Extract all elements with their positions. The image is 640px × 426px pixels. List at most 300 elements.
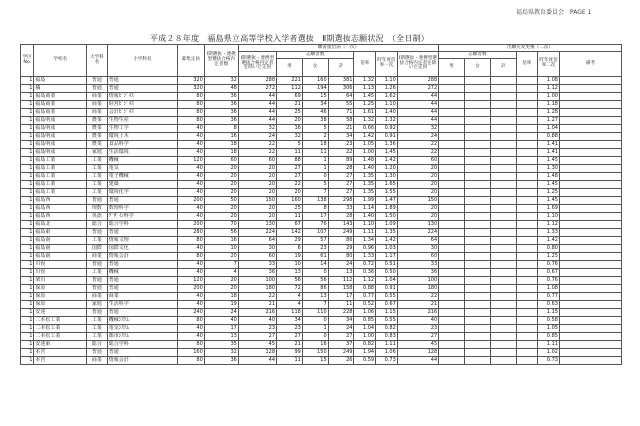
- cell-total: 23: [328, 141, 354, 149]
- cell-major: 普通: [87, 349, 108, 357]
- cell-remaining-capacity: 180: [238, 285, 276, 293]
- cell-total-second: [490, 285, 516, 293]
- cell-prev-ratio-second: 1.25: [538, 189, 560, 197]
- cell-female: 1: [302, 157, 328, 165]
- cell-male-second: [439, 309, 465, 317]
- cell-district-no: 1: [21, 197, 34, 205]
- table-body: [21, 77, 622, 365]
- cell-total: 249: [328, 229, 354, 237]
- cell-total: 381: [328, 77, 354, 85]
- cell-ratio: 1.40: [354, 165, 376, 173]
- cell-remarks: [559, 277, 621, 285]
- header-applicants: 志願者数: [277, 52, 354, 59]
- cell-phase1-admitted: 7: [204, 261, 238, 269]
- cell-ratio-second: [516, 221, 538, 229]
- cell-remarks: [559, 181, 621, 189]
- table-row: [21, 317, 622, 325]
- cell-minor: 機械: [107, 269, 177, 277]
- cell-prev-ratio-second: 0.80: [538, 245, 560, 253]
- cell-prev-ratio-second: 0.76: [538, 277, 560, 285]
- cell-remaining-capacity-second: 44: [397, 357, 438, 365]
- cell-remaining-capacity-second: 44: [397, 109, 438, 117]
- cell-phase1-admitted: 32: [204, 77, 238, 85]
- cell-prev-ratio: 0.82: [376, 325, 398, 333]
- cell-male: 29: [277, 237, 303, 245]
- cell-ratio: 0.59: [354, 357, 376, 365]
- cell-ratio-second: [516, 325, 538, 333]
- cell-minor: 数理科学: [107, 205, 177, 213]
- cell-minor: 食品科学: [107, 141, 177, 149]
- cell-remaining-capacity-second: 44: [397, 101, 438, 109]
- table-row: [21, 261, 622, 269]
- cell-phase1-admitted: 60: [204, 157, 238, 165]
- cell-male-second: [439, 341, 465, 349]
- cell-female-second: [464, 109, 490, 117]
- cell-district-no: 1: [21, 293, 34, 301]
- cell-remarks: [559, 253, 621, 261]
- cell-female: 5: [302, 181, 328, 189]
- cell-remaining-capacity-second: 30: [397, 245, 438, 253]
- cell-female: 107: [302, 229, 328, 237]
- cell-ratio: 0.77: [354, 293, 376, 301]
- cell-phase1-admitted: 20: [204, 205, 238, 213]
- cell-school: 福島西: [34, 213, 87, 221]
- header-ratio: 倍率: [354, 52, 376, 77]
- cell-male-second: [439, 189, 465, 197]
- cell-male-second: [439, 229, 465, 237]
- cell-remaining-capacity: 40: [238, 317, 276, 325]
- cell-total: 306: [328, 85, 354, 93]
- table-row: [21, 333, 622, 341]
- cell-male: 20: [277, 117, 303, 125]
- cell-remaining-capacity-second: 36: [397, 269, 438, 277]
- cell-total: 33: [328, 205, 354, 213]
- cell-district-no: 1: [21, 109, 34, 117]
- cell-minor: 普通: [107, 261, 177, 269]
- cell-remaining-capacity: 64: [238, 237, 276, 245]
- cell-male: 13: [277, 269, 303, 277]
- cell-district-no: 1: [21, 277, 34, 285]
- cell-capacity: 320: [177, 77, 204, 85]
- cell-remarks: [559, 341, 621, 349]
- cell-male: 11: [277, 357, 303, 365]
- cell-ratio: 1.45: [354, 93, 376, 101]
- cell-female: 0: [302, 269, 328, 277]
- cell-minor: 総合学科: [107, 221, 177, 229]
- cell-ratio: 0.88: [354, 285, 376, 293]
- cell-male-second: [439, 213, 465, 221]
- cell-remaining-capacity-second: 40: [397, 317, 438, 325]
- cell-female: 1: [302, 165, 328, 173]
- table-row: [21, 109, 622, 117]
- cell-total: 112: [328, 277, 354, 285]
- cell-female-second: [464, 189, 490, 197]
- cell-prev-ratio-second: 1.69: [538, 205, 560, 213]
- cell-ratio-second: [516, 341, 538, 349]
- cell-ratio-second: [516, 197, 538, 205]
- cell-prev-ratio-second: 1.45: [538, 157, 560, 165]
- cell-major: 普通: [87, 277, 108, 285]
- table-row: [21, 237, 622, 245]
- cell-prev-ratio: 0.55: [376, 293, 398, 301]
- cell-female: 17: [302, 213, 328, 221]
- cell-capacity: 200: [177, 197, 204, 205]
- cell-remaining-capacity: 30: [238, 245, 276, 253]
- cell-district-no: 1: [21, 357, 34, 365]
- cell-major: 普通: [87, 285, 108, 293]
- cell-phase1-admitted: 40: [204, 317, 238, 325]
- header-remaining-capacity-second: Ⅰ期選抜・連携型選抜合格内定者を除いた定員: [397, 52, 438, 77]
- cell-minor: 電子機械: [107, 173, 177, 181]
- cell-female-second: [464, 341, 490, 349]
- header-group-first: 願書提出前（一次）: [238, 45, 438, 52]
- cell-total-second: [490, 293, 516, 301]
- cell-ratio-second: [516, 101, 538, 109]
- cell-remarks: [559, 109, 621, 117]
- cell-ratio: 1.34: [354, 237, 376, 245]
- cell-prev-ratio-second: 0.77: [538, 293, 560, 301]
- cell-major: 商業: [87, 93, 108, 101]
- cell-minor: ﾃﾞｻﾞｲﾝ科学: [107, 213, 177, 221]
- cell-total-second: [490, 77, 516, 85]
- cell-capacity: 280: [177, 229, 204, 237]
- cell-phase1-admitted: 70: [204, 221, 238, 229]
- header-female-second: 女: [464, 59, 490, 77]
- cell-school: 福島南: [34, 253, 87, 261]
- cell-ratio-second: [516, 165, 538, 173]
- cell-male: 221: [277, 77, 303, 85]
- cell-male-second: [439, 197, 465, 205]
- cell-school: 福島北: [34, 221, 87, 229]
- cell-remaining-capacity-second: 130: [397, 221, 438, 229]
- cell-remarks: [559, 77, 621, 85]
- cell-ratio: 1.32: [354, 117, 376, 125]
- cell-male-second: [439, 133, 465, 141]
- cell-minor: 普通: [107, 85, 177, 93]
- cell-total-second: [490, 229, 516, 237]
- cell-ratio-second: [516, 133, 538, 141]
- cell-remarks: [559, 165, 621, 173]
- cell-minor: 普通: [107, 277, 177, 285]
- cell-minor: 情報会計: [107, 253, 177, 261]
- cell-ratio-second: [516, 117, 538, 125]
- table-row: [21, 149, 622, 157]
- cell-minor: 情報ﾋﾞｼﾞﾈｽ: [107, 93, 177, 101]
- cell-major: 工業: [87, 157, 108, 165]
- cell-male: 4: [277, 293, 303, 301]
- cell-female-second: [464, 149, 490, 157]
- cell-remarks: [559, 101, 621, 109]
- cell-district-no: 1: [21, 157, 34, 165]
- cell-major: 商業: [87, 357, 108, 365]
- cell-total-second: [490, 109, 516, 117]
- cell-district-no: 1: [21, 205, 34, 213]
- cell-remarks: [559, 157, 621, 165]
- cell-phase1-admitted: 13: [204, 333, 238, 341]
- table-row: [21, 77, 622, 85]
- cell-capacity: 40: [177, 141, 204, 149]
- cell-district-no: 1: [21, 125, 34, 133]
- cell-major: 商業: [87, 109, 108, 117]
- cell-ratio-second: [516, 261, 538, 269]
- cell-remarks: [559, 141, 621, 149]
- header-male-second: 男: [439, 59, 465, 77]
- table-row: [21, 221, 622, 229]
- cell-prev-ratio: 1.03: [376, 245, 398, 253]
- cell-phase1-admitted: 20: [204, 285, 238, 293]
- cell-ratio-second: [516, 237, 538, 245]
- cell-major: 理数: [87, 205, 108, 213]
- cell-prev-ratio: 0.83: [376, 333, 398, 341]
- cell-remaining-capacity: 20: [238, 181, 276, 189]
- cell-total-second: [490, 181, 516, 189]
- cell-prev-ratio: 1.45: [376, 149, 398, 157]
- cell-remaining-capacity-second: 27: [397, 333, 438, 341]
- cell-ratio-second: [516, 245, 538, 253]
- cell-remaining-capacity-second: 22: [397, 141, 438, 149]
- cell-minor: 機械: [107, 157, 177, 165]
- cell-minor: 電気ｼｽﾃﾑ: [107, 325, 177, 333]
- cell-prev-ratio: 1.42: [376, 157, 398, 165]
- cell-phase1-admitted: 48: [204, 85, 238, 93]
- cell-male-second: [439, 285, 465, 293]
- cell-capacity: 40: [177, 189, 204, 197]
- cell-ratio: 0.36: [354, 269, 376, 277]
- cell-male-second: [439, 141, 465, 149]
- cell-remarks: [559, 173, 621, 181]
- cell-ratio-second: [516, 285, 538, 293]
- cell-district-no: 1: [21, 309, 34, 317]
- cell-female-second: [464, 309, 490, 317]
- cell-male-second: [439, 253, 465, 261]
- cell-total-second: [490, 117, 516, 125]
- cell-ratio-second: [516, 349, 538, 357]
- cell-remaining-capacity-second: 128: [397, 349, 438, 357]
- cell-prev-ratio-second: 0.73: [538, 357, 560, 365]
- cell-remaining-capacity: 224: [238, 229, 276, 237]
- table-row: [21, 197, 622, 205]
- cell-remarks: [559, 317, 621, 325]
- cell-total: 55: [328, 101, 354, 109]
- cell-male-second: [439, 93, 465, 101]
- table-row: [21, 165, 622, 173]
- cell-major: 農業: [87, 125, 108, 133]
- cell-district-no: 1: [21, 85, 34, 93]
- cell-female: 16: [302, 341, 328, 349]
- cell-remaining-capacity: 150: [238, 197, 276, 205]
- cell-remaining-capacity-second: 288: [397, 77, 438, 85]
- header-major-department: 大学科名: [87, 45, 108, 77]
- cell-major: 工業: [87, 333, 108, 341]
- cell-remaining-capacity: 272: [238, 85, 276, 93]
- cell-male: 34: [277, 317, 303, 325]
- cell-total-second: [490, 197, 516, 205]
- cell-total: 29: [328, 245, 354, 253]
- cell-ratio: 1.00: [354, 333, 376, 341]
- cell-remaining-capacity-second: 180: [397, 285, 438, 293]
- cell-prev-ratio-second: 1.42: [538, 237, 560, 245]
- cell-ratio: 1.00: [354, 149, 376, 157]
- cell-male: 56: [277, 277, 303, 285]
- cell-phase1-admitted: 36: [204, 93, 238, 101]
- cell-female-second: [464, 117, 490, 125]
- cell-school: 福島西: [34, 197, 87, 205]
- cell-male: 118: [277, 309, 303, 317]
- cell-remaining-capacity: 20: [238, 213, 276, 221]
- cell-total-second: [490, 189, 516, 197]
- cell-total: 21: [328, 125, 354, 133]
- cell-district-no: 1: [21, 333, 34, 341]
- cell-prev-ratio-second: 1.08: [538, 285, 560, 293]
- cell-district-no: 1: [21, 317, 34, 325]
- cell-prev-ratio: 1.10: [376, 77, 398, 85]
- cell-school: 二本松工業: [34, 317, 87, 325]
- cell-total-second: [490, 93, 516, 101]
- cell-school: 福島商業: [34, 93, 87, 101]
- cell-district-no: 1: [21, 181, 34, 189]
- cell-phase1-admitted: 50: [204, 197, 238, 205]
- cell-female: 11: [302, 149, 328, 157]
- cell-remaining-capacity-second: 64: [397, 237, 438, 245]
- cell-remaining-capacity-second: 20: [397, 181, 438, 189]
- cell-ratio-second: [516, 125, 538, 133]
- cell-female-second: [464, 261, 490, 269]
- cell-total-second: [490, 149, 516, 157]
- cell-male-second: [439, 325, 465, 333]
- cell-ratio: 1.42: [354, 133, 376, 141]
- cell-ratio: 1.10: [354, 221, 376, 229]
- table-row: [21, 101, 622, 109]
- cell-capacity: 40: [177, 269, 204, 277]
- cell-capacity: 40: [177, 325, 204, 333]
- header-district-no: 学区No.: [21, 45, 34, 77]
- cell-capacity: 80: [177, 341, 204, 349]
- cell-school: 福島商業: [34, 109, 87, 117]
- cell-remaining-capacity: 60: [238, 157, 276, 165]
- cell-major: 普通: [87, 309, 108, 317]
- cell-prev-ratio-second: 1.12: [538, 85, 560, 93]
- cell-male-second: [439, 77, 465, 85]
- cell-ratio-second: [516, 213, 538, 221]
- cell-capacity: 160: [177, 349, 204, 357]
- cell-female: 76: [302, 221, 328, 229]
- cell-district-no: 1: [21, 189, 34, 197]
- cell-prev-ratio-second: 1.18: [538, 101, 560, 109]
- cell-prev-ratio-second: 1.12: [538, 221, 560, 229]
- cell-remaining-capacity-second: 100: [397, 277, 438, 285]
- cell-male-second: [439, 125, 465, 133]
- cell-prev-ratio-second: 1.27: [538, 117, 560, 125]
- cell-female-second: [464, 165, 490, 173]
- cell-female: 7: [302, 301, 328, 309]
- cell-male: 16: [277, 125, 303, 133]
- cell-total-second: [490, 141, 516, 149]
- cell-female-second: [464, 333, 490, 341]
- cell-phase1-admitted: 20: [204, 181, 238, 189]
- cell-female: 0: [302, 173, 328, 181]
- cell-remaining-capacity-second: 60: [397, 253, 438, 261]
- cell-remaining-capacity: 128: [238, 349, 276, 357]
- cell-female-second: [464, 253, 490, 261]
- cell-minor: 総合学科: [107, 341, 177, 349]
- cell-minor: 生活科学: [107, 301, 177, 309]
- cell-phase1-admitted: 35: [204, 341, 238, 349]
- cell-total: 86: [328, 237, 354, 245]
- cell-male-second: [439, 165, 465, 173]
- cell-total-second: [490, 101, 516, 109]
- cell-female: 0: [302, 333, 328, 341]
- cell-ratio: 1.05: [354, 141, 376, 149]
- cell-remarks: [559, 133, 621, 141]
- cell-total-second: [490, 205, 516, 213]
- cell-prev-ratio: 1.50: [376, 213, 398, 221]
- cell-major: 工業: [87, 181, 108, 189]
- cell-school: 福島明成: [34, 149, 87, 157]
- cell-total: 80: [328, 253, 354, 261]
- cell-male: 6: [277, 245, 303, 253]
- cell-ratio-second: [516, 173, 538, 181]
- cell-ratio: 1.33: [354, 253, 376, 261]
- cell-district-no: 1: [21, 301, 34, 309]
- cell-ratio-second: [516, 309, 538, 317]
- cell-ratio: 1.40: [354, 213, 376, 221]
- cell-prev-ratio: 1.89: [376, 205, 398, 213]
- cell-school: 福島工業: [34, 173, 87, 181]
- cell-remaining-capacity-second: 272: [397, 85, 438, 93]
- cell-phase1-admitted: 36: [204, 109, 238, 117]
- cell-male: 32: [277, 133, 303, 141]
- cell-remaining-capacity-second: 150: [397, 197, 438, 205]
- cell-total: 24: [328, 261, 354, 269]
- header-ratio-second: 倍率: [516, 52, 538, 77]
- cell-school: 橘: [34, 85, 87, 93]
- cell-major: 工業: [87, 325, 108, 333]
- cell-major: 商業: [87, 293, 108, 301]
- cell-total: 28: [328, 213, 354, 221]
- cell-male-second: [439, 261, 465, 269]
- cell-district-no: 1: [21, 349, 34, 357]
- cell-male: 20: [277, 189, 303, 197]
- cell-prev-ratio-second: 1.04: [538, 125, 560, 133]
- cell-ratio: 1.35: [354, 189, 376, 197]
- cell-total-second: [490, 133, 516, 141]
- cell-total-second: [490, 253, 516, 261]
- cell-remaining-capacity: 44: [238, 109, 276, 117]
- cell-prev-ratio-second: 1.08: [538, 77, 560, 85]
- table-row: [21, 173, 622, 181]
- cell-male-second: [439, 269, 465, 277]
- cell-school: 福島商業: [34, 101, 87, 109]
- cell-major: 工業: [87, 173, 108, 181]
- cell-major: 工業: [87, 165, 108, 173]
- cell-prev-ratio: 1.17: [376, 253, 398, 261]
- cell-total-second: [490, 333, 516, 341]
- cell-major: 工業: [87, 317, 108, 325]
- cell-male: 27: [277, 173, 303, 181]
- table-row: [21, 349, 622, 357]
- cell-remaining-capacity-second: 21: [397, 301, 438, 309]
- cell-prev-ratio-second: 1.10: [538, 213, 560, 221]
- cell-school: 梁川: [34, 277, 87, 285]
- cell-remarks: [559, 125, 621, 133]
- cell-phase1-admitted: 18: [204, 293, 238, 301]
- cell-capacity: 80: [177, 317, 204, 325]
- cell-major: 総合: [87, 221, 108, 229]
- cell-capacity: 40: [177, 149, 204, 157]
- cell-school: 安達東: [34, 341, 87, 349]
- cell-female: 138: [302, 197, 328, 205]
- cell-remarks: [559, 149, 621, 157]
